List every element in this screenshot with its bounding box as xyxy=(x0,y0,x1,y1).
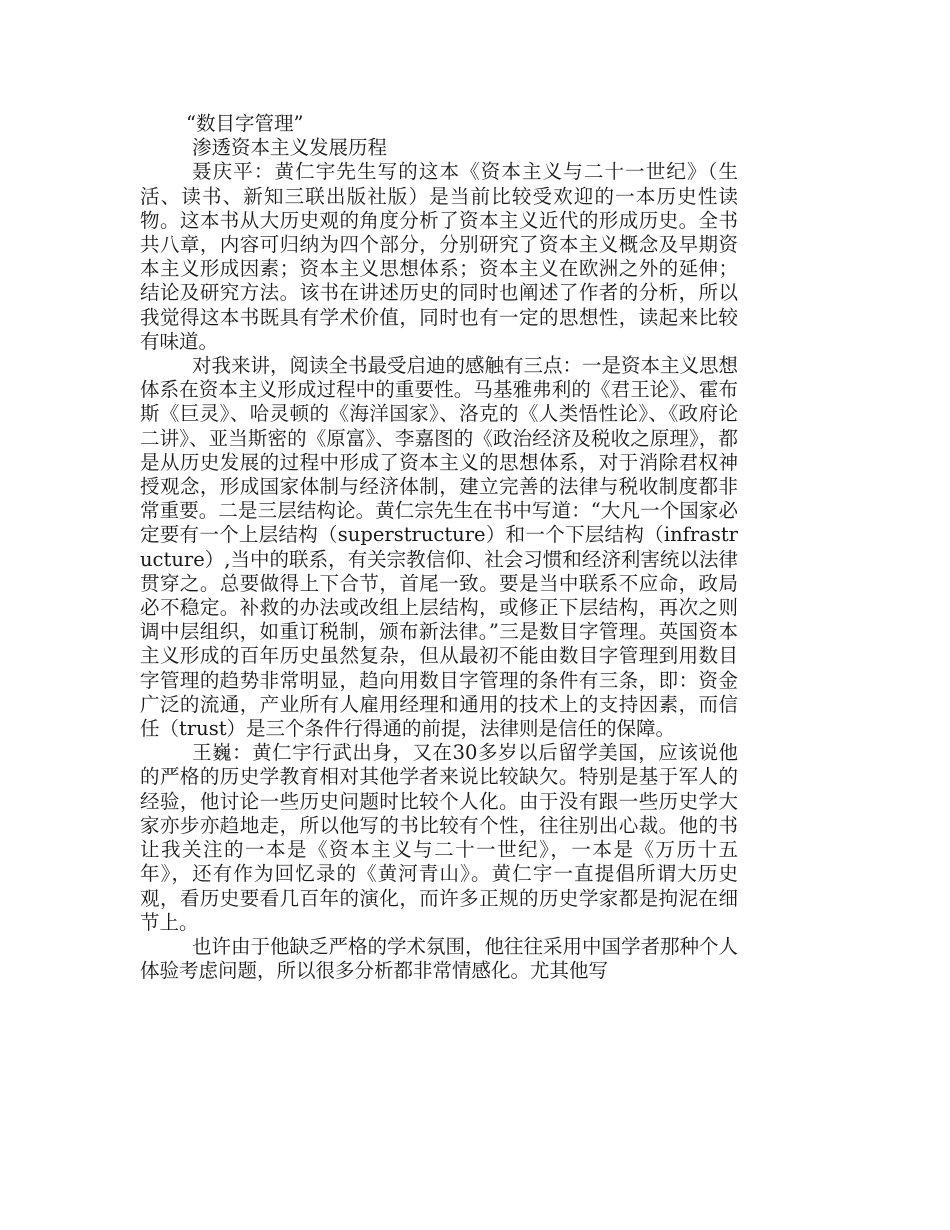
document-subheading: 渗透资本主义发展历程 xyxy=(192,136,388,160)
paragraph-three-insights: 对我来讲，阅读全书最受启迪的感触有三点：一是资本主义思想体系在资本主义形成过程中的重要性。马基雅弗利的《君王论》、霍布斯《巨灵》、哈灵顿的《海洋国家》、洛克的《人类悟性论》、《政府论二讲》、亚当斯密的《原富》、李嘉图的《政治经济及税收之原理》，都是从历史发展的过程中形成了资本主义的思想体系，对于消除君权神授观念，形成国家体制与经济体制，建立完善的法律与税收制度都非常重要。二是三层结构论。黄仁宗先生在书中写道：“大凡一个国家必定要有一个上层结构（superstructure）和一个下层结构（infrastructure）,当中的联系，有关宗教信仰、社会习惯和经济利害统以法律贯穿之。总要做得上下合节，首尾一致。要是当中联系不应命，政局必不稳定。补救的办法或改组上层结构，或修正下层结构，再次之则调中层组织，如重订税制，颁布新法律。”三是数目字管理。英国资本主义形成的百年历史虽然复杂，但从最初不能由数目字管理到用数目字管理的趋势非常明显，趋向用数目字管理的条件有三条，即：资金广泛的流通，产业所有人雇用经理和通用的技术上的支持因素，而信任（trust）是三个条件行得通的前提，法律则是信任的保障。 xyxy=(140,354,739,741)
document-heading: “数目字管理” xyxy=(186,112,304,135)
paragraph-academic-atmosphere: 也许由于他缺乏严格的学术氛围，他往往采用中国学者那种个人体验考虑问题，所以很多分析都非常情感化。尤其他写 xyxy=(140,934,739,983)
document-body xyxy=(140,112,738,983)
paragraph-nie-qingping: 聂庆平：黄仁宇先生写的这本《资本主义与二十一世纪》（生活、读书、新知三联出版社版）是当前比较受欢迎的一本历史性读物。这本书从大历史观的角度分析了资本主义近代的形成历史。全书共八章，内容可归纳为四个部分，分别研究了资本主义概念及早期资本主义形成因素；资本主义思想体系；资本主义在欧洲之外的延伸；结论及研究方法。该书在讲述历史的同时也阐述了作者的分析，所以我觉得这本书既具有学术价值，同时也有一定的思想性，读起来比较有味道。 xyxy=(140,160,738,353)
paragraph-wang-wei: 王巍：黄仁宇行武出身，又在30多岁以后留学美国，应该说他的严格的历史学教育相对其他学者来说比较缺欠。特别是基于军人的经验，他讨论一些历史问题时比较个人化。由于没有跟一些历史学大家亦步亦趋地走，所以他写的书比较有个性，往往别出心裁。他的书让我关注的一本是《资本主义与二十一世纪》，一本是《万历十五年》，还有作为回忆录的《黄河青山》。黄仁宇一直提倡所谓大历史观，看历史要看几百年的演化，而许多正规的历史学家都是拘泥在细节上。 xyxy=(140,741,738,934)
